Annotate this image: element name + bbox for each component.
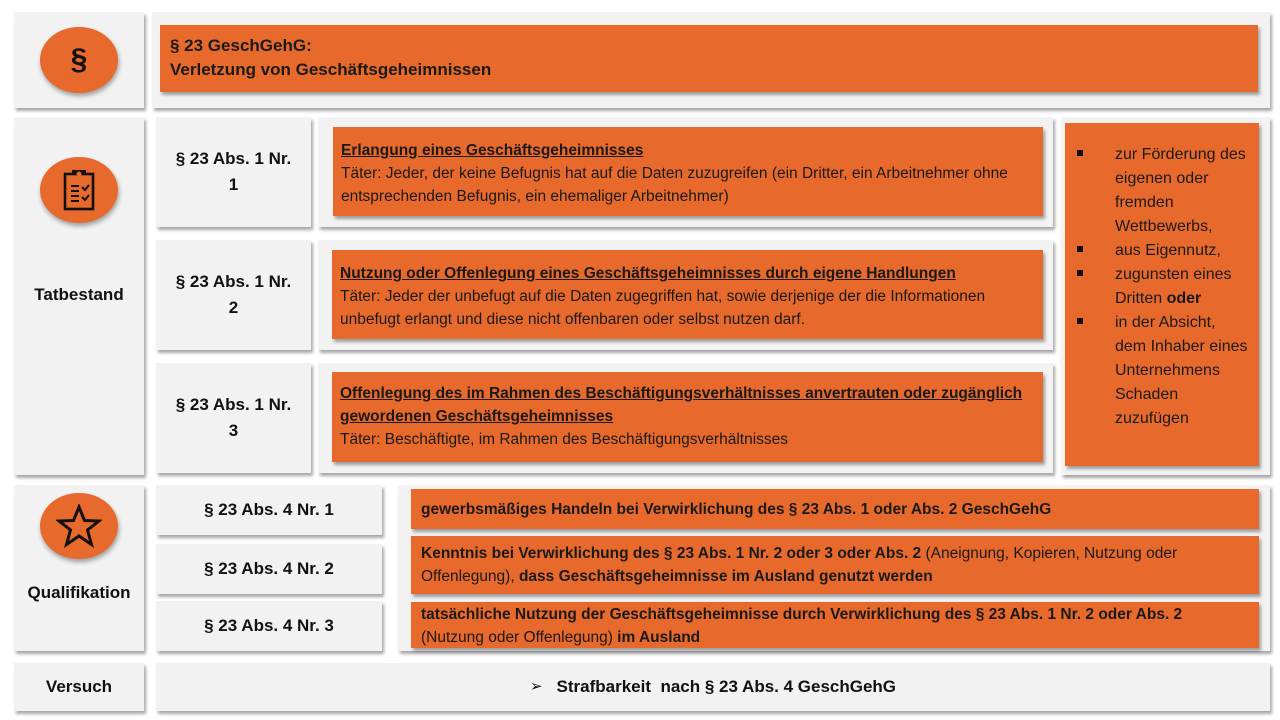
clipboard-checklist-icon — [62, 169, 96, 211]
tatbestand-ref-1-line1: § 23 Abs. 1 Nr. — [175, 149, 292, 168]
header-title-line1: § 23 GeschGehG: — [170, 36, 312, 55]
header-title-box — [160, 25, 1258, 92]
versuch-panel — [156, 663, 1270, 711]
star-icon — [56, 504, 102, 548]
header-icon-circle — [40, 27, 118, 93]
criteria-item-3: zugunsten eines Dritten oder — [1077, 263, 1249, 311]
versuch-text: Strafbarkeit nach § 23 Abs. 4 GeschGehG — [556, 677, 897, 696]
paragraph-icon: § — [70, 43, 88, 76]
qualifikation-desc-2: Kenntnis bei Verwirklichung des § 23 Abs. 1 Nr. 2 oder 3 oder Abs. 2 (Aneignung, Kopieren, Nutzung oder Offenlegung), dass Geschäftsgeheimnisse im Ausland genutzt werden — [411, 536, 1259, 594]
bullet-square-icon — [1077, 318, 1083, 324]
criteria-list — [1077, 143, 1249, 431]
tatbestand-ref-2-line2: 2 — [228, 298, 239, 317]
tatbestand-ref-3-line2: 3 — [228, 421, 239, 440]
qualifikation-icon-circle — [40, 493, 118, 559]
tatbestand-ref-1 — [156, 117, 311, 227]
criteria-box — [1065, 123, 1259, 466]
criteria-item-4: in der Absicht, dem Inhaber eines Unternehmens Schaden zuzufügen — [1077, 311, 1249, 431]
tatbestand-text-2: Täter: Jeder der unbefugt auf die Daten zugegriffen hat, sowie derjenige der die Informationen unbefugt erlangt und diese nicht offenbaren oder selbst nutzen darf. — [340, 288, 986, 328]
tatbestand-title-1: Erlangung eines Geschäftsgeheimnisses — [341, 142, 644, 159]
arrow-bullet-icon: ➢ — [529, 678, 543, 695]
tatbestand-label: Tatbestand — [34, 285, 124, 304]
tatbestand-title-3: Offenlegung des im Rahmen des Beschäftigungsverhältnisses anvertrauten oder zugänglich gewordenen Geschäftsgeheimnisses — [340, 385, 1023, 425]
qualifikation-ref-1: § 23 Abs. 4 Nr. 1 — [156, 485, 382, 535]
header-title-line2: Verletzung von Geschäftsgeheimnissen — [170, 60, 492, 79]
qualifikation-ref-3: § 23 Abs. 4 Nr. 3 — [156, 601, 382, 651]
bullet-square-icon — [1077, 270, 1083, 276]
tatbestand-ref-2 — [156, 240, 311, 350]
tatbestand-ref-3-line1: § 23 Abs. 1 Nr. — [175, 395, 292, 414]
tatbestand-ref-3 — [156, 363, 311, 473]
bullet-square-icon — [1077, 150, 1083, 156]
bullet-square-icon — [1077, 246, 1083, 252]
tatbestand-ref-1-line2: 1 — [228, 175, 239, 194]
tatbestand-title-2: Nutzung oder Offenlegung eines Geschäftsgeheimnisses durch eigene Handlungen — [340, 265, 956, 282]
tatbestand-icon-circle — [40, 157, 118, 223]
tatbestand-desc-2 — [332, 250, 1043, 339]
tatbestand-desc-1 — [333, 127, 1043, 216]
qualifikation-ref-2: § 23 Abs. 4 Nr. 2 — [156, 544, 382, 594]
qualifikation-desc-3: tatsächliche Nutzung der Geschäftsgeheimnisse durch Verwirklichung des § 23 Abs. 1 Nr. 2 oder Abs. 2 (Nutzung oder Offenlegung) im Ausland — [411, 602, 1259, 648]
tatbestand-text-1: Täter: Jeder, der keine Befugnis hat auf die Daten zuzugreifen (ein Dritter, ein Arbeitnehmer ohne entsprechenden Befugnis, ein ehemaliger Arbeitnehmer) — [341, 165, 1008, 205]
tatbestand-desc-3 — [332, 372, 1043, 462]
qualifikation-desc-1: gewerbsmäßiges Handeln bei Verwirklichung des § 23 Abs. 1 oder Abs. 2 GeschGehG — [411, 489, 1259, 529]
tatbestand-ref-2-line1: § 23 Abs. 1 Nr. — [175, 272, 292, 291]
criteria-item-1: zur Förderung des eigenen oder fremden Wettbewerbs, — [1077, 143, 1249, 239]
qualifikation-label: Qualifikation — [27, 583, 131, 602]
tatbestand-text-3: Täter: Beschäftigte, im Rahmen des Beschäftigungsverhältnisses — [340, 431, 789, 448]
versuch-label: Versuch — [14, 663, 144, 711]
criteria-item-2: aus Eigennutz, — [1077, 239, 1249, 263]
